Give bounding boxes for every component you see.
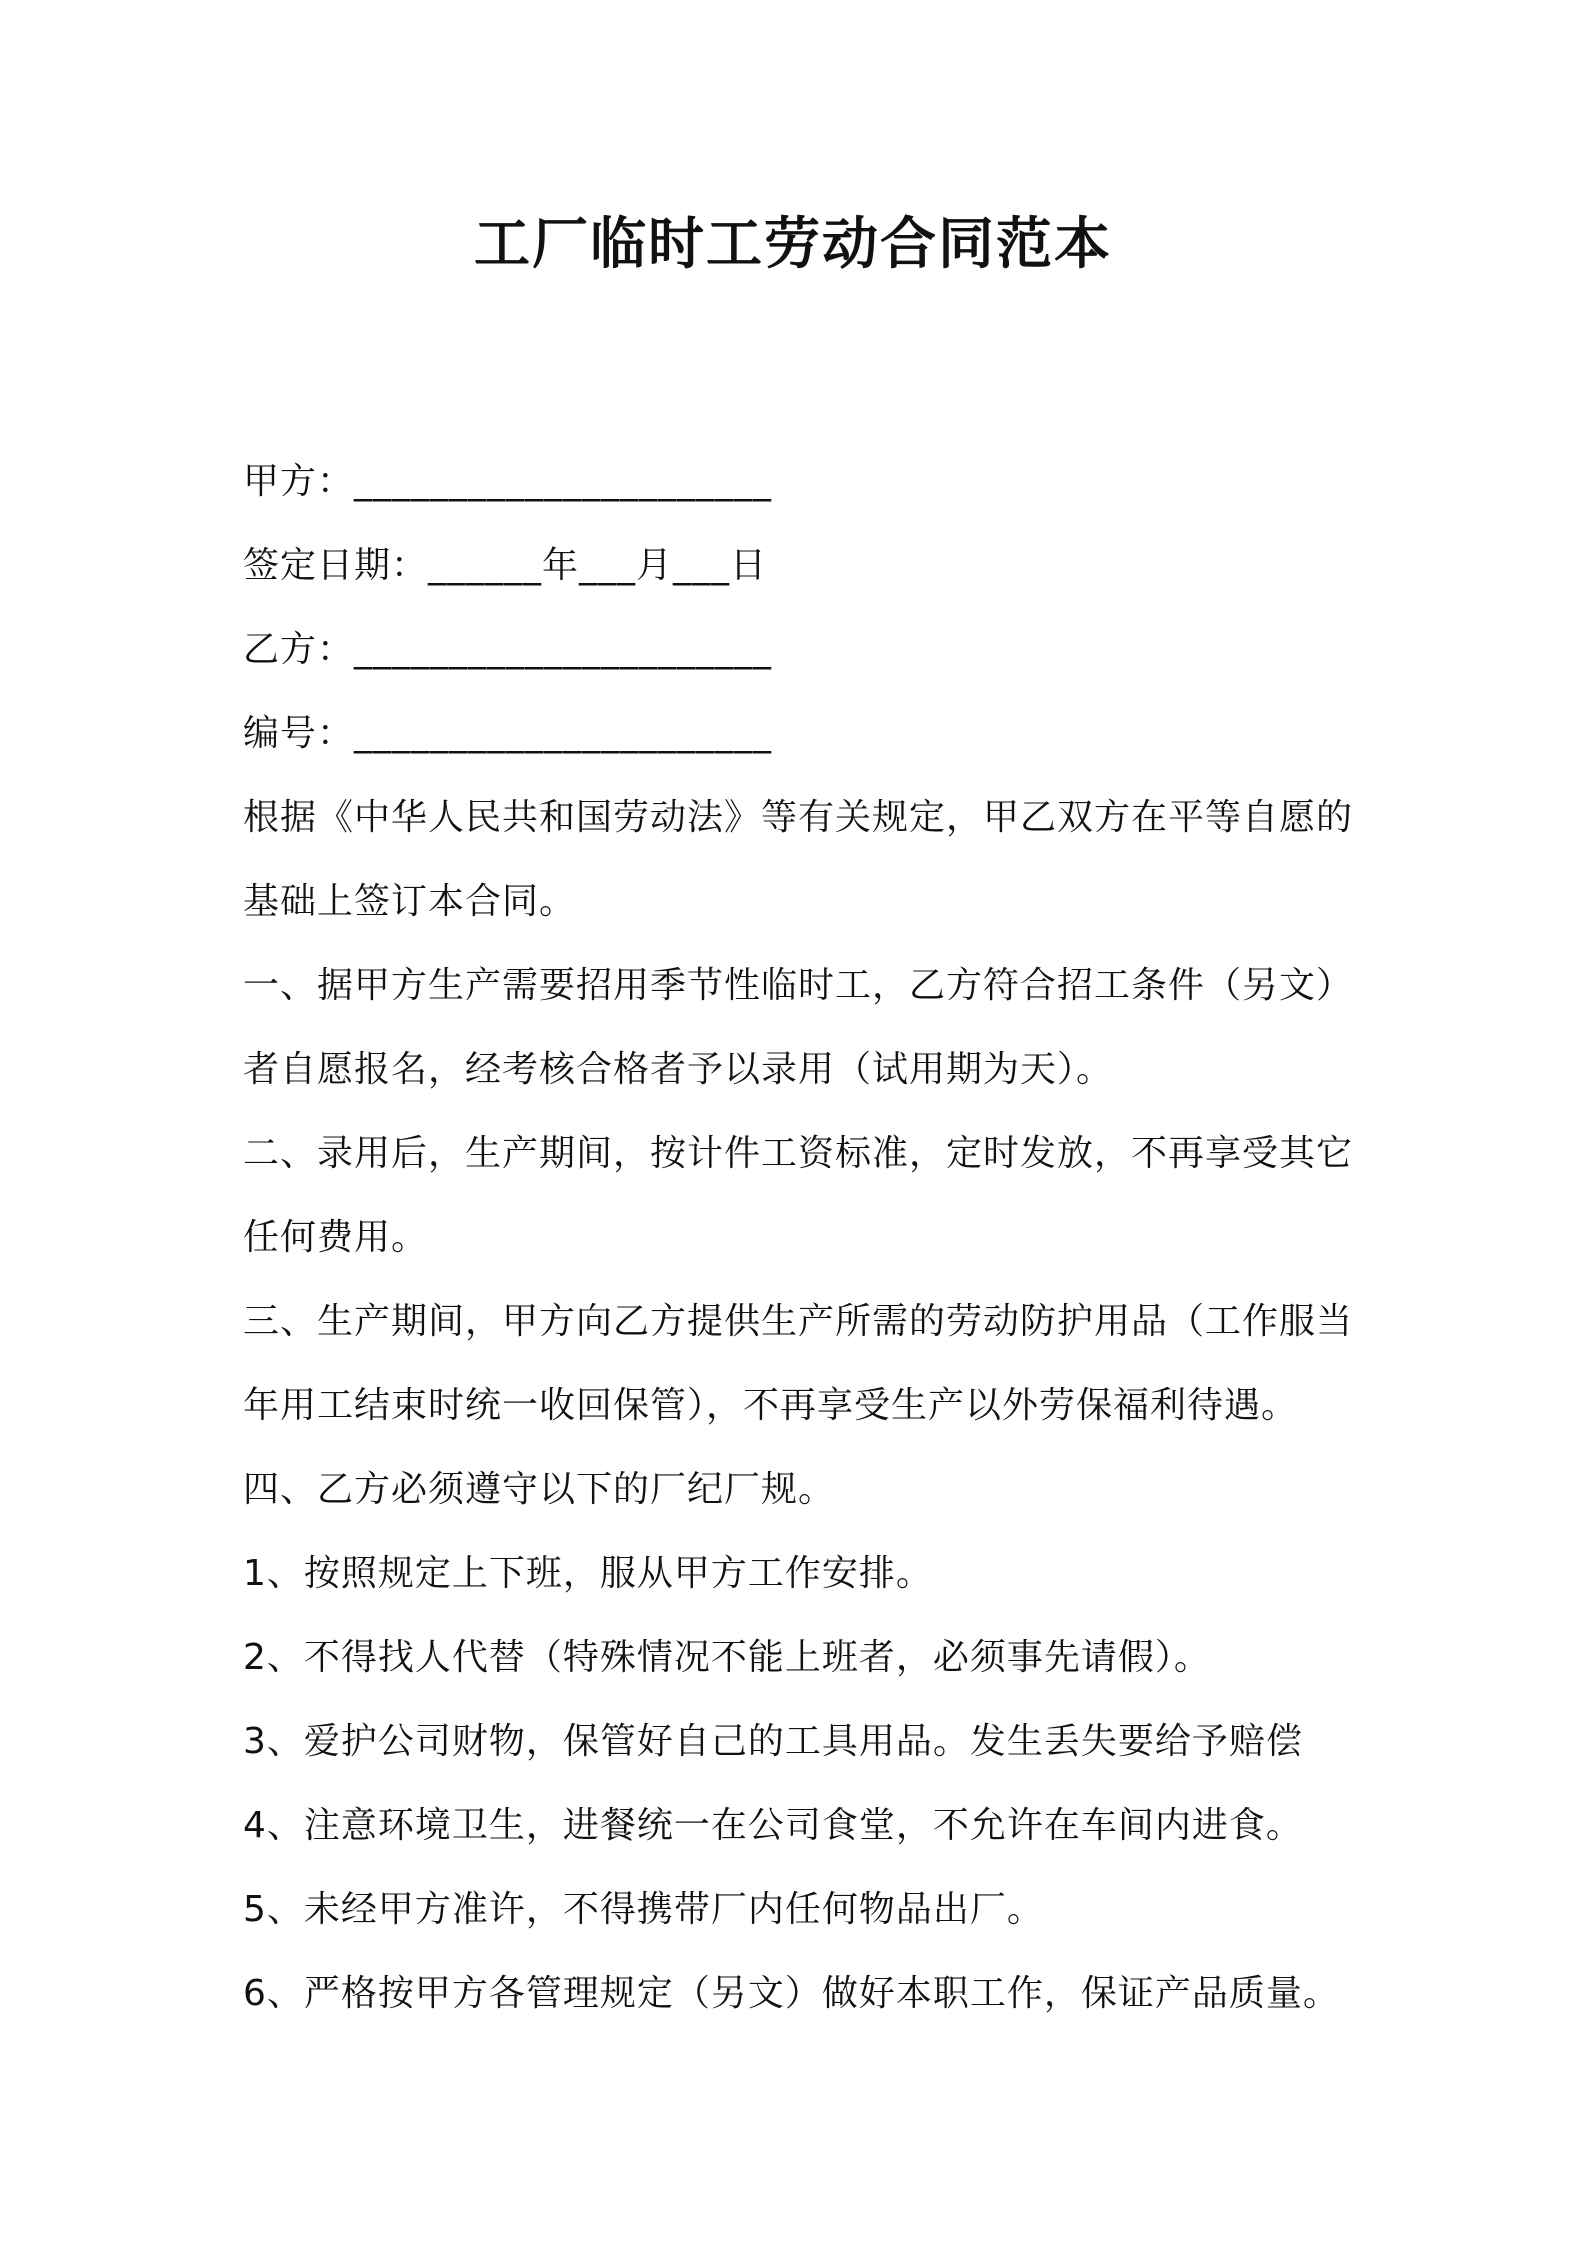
clause-line: 四、乙方必须遵守以下的厂纪厂规。 [243, 1469, 836, 1510]
party-b-field: 乙方：______________________ [243, 629, 773, 670]
document-body [243, 440, 1353, 2036]
clause-line: 年用工结束时统一收回保管），不再享受生产以外劳保福利待遇。 [243, 1385, 1299, 1426]
clause-line: 三、生产期间，甲方向乙方提供生产所需的劳动防护用品（工作服当 [243, 1301, 1354, 1342]
number-field: 编号：______________________ [243, 713, 773, 754]
rule-item: 4、注意环境卫生，进餐统一在公司食堂，不允许在车间内进食。 [243, 1805, 1303, 1846]
rule-item: 6、严格按甲方各管理规定（另文）做好本职工作，保证产品质量。 [243, 1973, 1340, 2014]
rule-item: 3、爱护公司财物，保管好自己的工具用品。发生丢失要给予赔偿 [243, 1721, 1303, 1762]
preamble-line: 基础上签订本合同。 [243, 881, 577, 922]
clause-line: 二、录用后，生产期间，按计件工资标准，定时发放，不再享受其它 [243, 1133, 1354, 1174]
clause-line: 一、据甲方生产需要招用季节性临时工，乙方符合招工条件（另文） [243, 965, 1354, 1006]
preamble-line: 根据《中华人民共和国劳动法》等有关规定，甲乙双方在平等自愿的 [243, 797, 1354, 838]
clause-line: 者自愿报名，经考核合格者予以录用（试用期为天）。 [243, 1049, 1114, 1090]
rule-item: 1、按照规定上下班，服从甲方工作安排。 [243, 1553, 933, 1594]
rule-item: 2、不得找人代替（特殊情况不能上班者，必须事先请假）。 [243, 1637, 1211, 1678]
clause-line: 任何费用。 [243, 1217, 429, 1258]
party-a-field: 甲方：______________________ [243, 461, 773, 502]
document-title: 工厂临时工劳动合同范本 [474, 212, 1112, 277]
sign-date-field: 签定日期：______年___月___日 [243, 545, 768, 586]
rule-item: 5、未经甲方准许，不得携带厂内任何物品出厂。 [243, 1889, 1044, 1930]
